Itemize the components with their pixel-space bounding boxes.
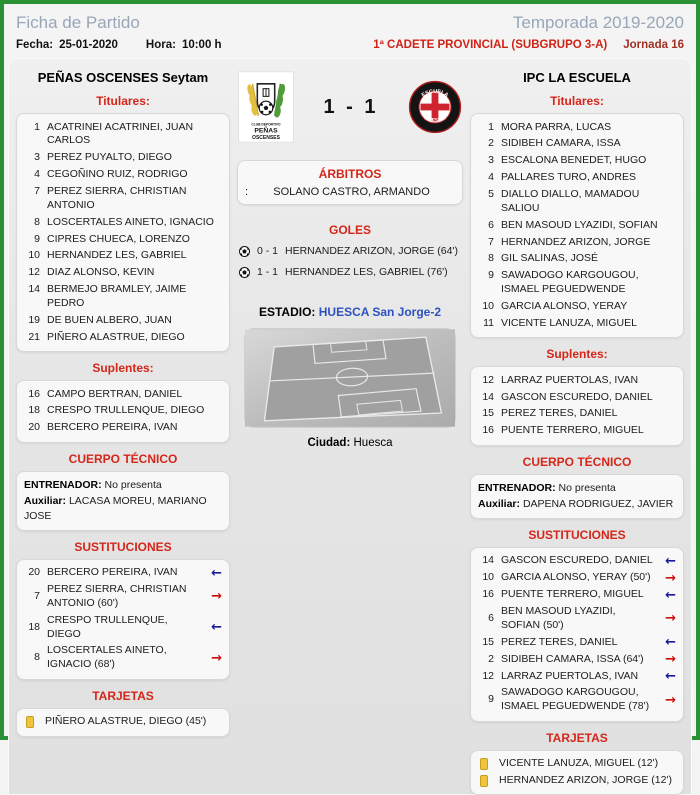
player-name: CIPRES CHUECA, LORENZO xyxy=(47,232,190,245)
player-row xyxy=(24,386,222,403)
home-titulares-box xyxy=(16,113,230,352)
player-number: 8 xyxy=(34,215,40,228)
substitution-row xyxy=(478,587,676,604)
stadium-field-image xyxy=(244,328,456,428)
home-cuerpo-tecnico-box xyxy=(16,471,230,531)
player-name: VICENTE LANUZA, MIGUEL (12') xyxy=(499,757,659,770)
substitution-row xyxy=(24,612,222,643)
player-number: 6 xyxy=(488,218,494,231)
player-name: PIÑERO ALASTRUE, DIEGO xyxy=(47,330,185,343)
away-team-name: IPC LA ESCUELA xyxy=(523,70,631,85)
svg-text:HUESCA: HUESCA xyxy=(423,115,447,125)
player-number: 3 xyxy=(488,154,494,167)
player-number: 14 xyxy=(482,390,494,403)
home-sustituciones-label: SUSTITUCIONES xyxy=(74,539,172,554)
substitution-row xyxy=(478,553,676,570)
player-row xyxy=(24,420,222,437)
player-number: 10 xyxy=(482,571,494,584)
player-number: 14 xyxy=(28,283,40,296)
card-row xyxy=(478,756,676,773)
estadio-line xyxy=(237,305,463,319)
player-number: 6 xyxy=(488,611,494,624)
competition-info xyxy=(373,39,684,51)
player-number: 15 xyxy=(482,407,494,420)
player-number: 18 xyxy=(28,404,40,417)
sub-out-arrow-icon: → xyxy=(665,652,676,668)
player-number: 3 xyxy=(34,151,40,164)
sub-out-arrow-icon: → xyxy=(665,611,676,627)
player-number: 15 xyxy=(482,635,494,648)
player-row xyxy=(478,234,676,251)
player-number: 11 xyxy=(483,316,494,329)
player-number: 2 xyxy=(488,652,494,665)
goal-scorer: HERNANDEZ ARIZON, JORGE (64') xyxy=(285,244,458,257)
player-row xyxy=(478,170,676,187)
svg-text:OSCENSES: OSCENSES xyxy=(252,134,280,141)
player-row xyxy=(24,312,222,329)
player-row xyxy=(478,268,676,299)
player-name: DE BUEN ALBERO, JUAN xyxy=(47,313,172,326)
center-column xyxy=(237,66,463,795)
auxiliar-label: Auxiliar: xyxy=(24,495,67,508)
goles-label: GOLES xyxy=(328,223,371,237)
player-name: GARCIA ALONSO, YERAY xyxy=(501,299,628,312)
yellow-card-icon xyxy=(26,716,34,728)
away-sustituciones-box xyxy=(470,547,684,722)
home-suplentes-label: Suplentes: xyxy=(92,361,154,376)
home-titulares-label: Titulares: xyxy=(96,94,150,108)
player-row xyxy=(24,282,222,313)
player-number: 12 xyxy=(482,373,494,386)
player-number: 7 xyxy=(488,235,494,248)
referee-prefix: : xyxy=(245,186,249,198)
player-name: PEREZ TERES, DANIEL xyxy=(501,635,618,648)
player-name: ACATRINEI ACATRINEI, JUAN CARLOS xyxy=(47,120,194,147)
substitution-row xyxy=(478,634,676,651)
player-number: 21 xyxy=(28,330,40,343)
page-title: Ficha de Partido xyxy=(16,13,140,32)
player-name: GIL SALINAS, JOSÉ xyxy=(501,252,599,265)
competition-name: 1ª CADETE PROVINCIAL (SUBGRUPO 3-A) xyxy=(373,39,608,51)
away-crest xyxy=(408,80,462,134)
substitution-row xyxy=(478,685,676,716)
score-row xyxy=(237,71,463,143)
goal-scorer: HERNANDEZ LES, GABRIEL (76') xyxy=(285,266,448,279)
player-name: CEGOÑINO RUIZ, RODRIGO xyxy=(47,168,188,181)
referee-line xyxy=(245,186,455,198)
player-number: 1 xyxy=(34,120,40,133)
player-number: 20 xyxy=(28,421,40,434)
player-number: 20 xyxy=(28,566,40,579)
away-cuerpo-tecnico-label: CUERPO TÉCNICO xyxy=(522,454,632,469)
ciudad-label: Ciudad: xyxy=(307,436,351,449)
home-tarjetas-label: TARJETAS xyxy=(92,688,154,703)
away-suplentes-box xyxy=(470,366,684,445)
player-name: PEREZ TERES, DANIEL xyxy=(501,407,618,420)
player-number: 7 xyxy=(34,184,40,197)
sub-out-arrow-icon: → xyxy=(211,650,222,666)
player-number: 4 xyxy=(34,168,40,181)
assistant-line xyxy=(24,493,222,524)
away-titulares-box xyxy=(470,113,684,338)
assistant-line xyxy=(478,496,676,513)
player-name: HERNANDEZ LES, GABRIEL xyxy=(47,249,187,262)
player-name: SIDIBEH CAMARA, ISSA (64') xyxy=(501,652,644,665)
arbitros-label: ÁRBITROS xyxy=(318,167,382,181)
away-tarjetas-label: TARJETAS xyxy=(546,730,608,745)
home-suplentes-box xyxy=(16,380,230,443)
fecha-label: Fecha: xyxy=(16,39,54,51)
away-cuerpo-tecnico-box xyxy=(470,474,684,519)
player-number: 1 xyxy=(488,120,494,133)
ball-icon xyxy=(239,246,250,262)
player-number: 10 xyxy=(482,299,494,312)
ciudad-value: Huesca xyxy=(353,436,393,449)
home-sustituciones-box xyxy=(16,559,230,680)
player-row xyxy=(478,372,676,389)
substitution-row xyxy=(478,604,676,635)
player-row xyxy=(478,217,676,234)
substitution-row xyxy=(478,651,676,668)
player-number: 2 xyxy=(488,137,494,150)
player-name: LARRAZ PUERTOLAS, IVAN xyxy=(501,669,639,682)
estadio-link[interactable]: HUESCA San Jorge-2 xyxy=(318,304,442,319)
away-suplentes-label: Suplentes: xyxy=(546,347,608,362)
sub-in-arrow-icon: ← xyxy=(665,553,676,569)
player-row xyxy=(478,406,676,423)
jornada-label: Jornada 16 xyxy=(623,39,684,51)
away-team-column xyxy=(470,66,684,795)
player-name: CRESPO TRULLENQUE, DIEGO xyxy=(47,404,205,417)
coach-line xyxy=(24,477,222,494)
player-row xyxy=(478,389,676,406)
hora-label: Hora: xyxy=(145,39,176,51)
substitution-row xyxy=(24,582,222,613)
entrenador-label: ENTRENADOR: xyxy=(478,481,556,494)
sub-out-arrow-icon: → xyxy=(665,692,676,708)
goal-row xyxy=(239,264,461,286)
player-number: 9 xyxy=(34,232,40,245)
player-row xyxy=(24,183,222,214)
player-row xyxy=(24,265,222,282)
substitution-row xyxy=(478,668,676,685)
home-team-name: PEÑAS OSCENSES Seytam xyxy=(37,70,209,85)
player-name: HERNANDEZ ARIZON, JORGE (12') xyxy=(499,773,672,786)
player-number: 16 xyxy=(28,387,40,400)
sub-in-arrow-icon: ← xyxy=(665,635,676,651)
player-name: MORA PARRA, LUCAS xyxy=(501,120,612,133)
player-name: CAMPO BERTRAN, DANIEL xyxy=(47,387,183,400)
player-number: 5 xyxy=(488,187,494,200)
svg-text:PEÑAS: PEÑAS xyxy=(254,127,278,135)
sub-in-arrow-icon: ← xyxy=(665,668,676,684)
player-name: BEN MASOUD LYAZIDI, SOFIAN xyxy=(501,218,658,231)
season-label: Temporada 2019-2020 xyxy=(512,13,684,32)
player-row xyxy=(478,251,676,268)
player-row xyxy=(24,150,222,167)
auxiliar-value: DAPENA RODRIGUEZ, JAVIER xyxy=(522,498,674,511)
player-name: GASCON ESCUREDO, DANIEL xyxy=(501,390,653,403)
player-name: LOSCERTALES AINETO, IGNACIO xyxy=(47,215,214,228)
player-row xyxy=(478,153,676,170)
player-name: DIAZ ALONSO, KEVIN xyxy=(47,266,155,279)
player-number: 14 xyxy=(482,554,494,567)
player-name: VICENTE LANUZA, MIGUEL xyxy=(501,316,637,329)
date-time xyxy=(16,39,228,51)
player-number: 8 xyxy=(34,651,40,664)
yellow-card-icon xyxy=(480,775,488,787)
player-name: CRESPO TRULLENQUE, DIEGO xyxy=(47,613,168,640)
player-number: 16 xyxy=(482,424,494,437)
player-name: SAWADOGO KARGOUGOU, ISMAEL PEGUEDWENDE xyxy=(501,269,639,296)
player-row xyxy=(24,329,222,346)
away-sustituciones-label: SUSTITUCIONES xyxy=(528,527,626,542)
player-row xyxy=(24,231,222,248)
svg-text:ESCUELA: ESCUELA xyxy=(420,88,450,99)
goal-list xyxy=(239,242,461,286)
player-row xyxy=(24,214,222,231)
player-name: PEREZ PUYALTO, DIEGO xyxy=(47,151,172,164)
sub-in-arrow-icon: ← xyxy=(665,587,676,603)
player-name: HERNANDEZ ARIZON, JORGE xyxy=(501,235,651,248)
goal-score: 0 - 1 xyxy=(257,244,279,257)
page-header xyxy=(4,4,696,36)
substitution-row xyxy=(24,643,222,674)
player-name: LARRAZ PUERTOLAS, IVAN xyxy=(501,373,639,386)
player-name: BEN MASOUD LYAZIDI, SOFIAN (50') xyxy=(501,605,616,631)
match-report-panel xyxy=(8,58,692,795)
auxiliar-value: LACASA MOREU, MARIANO JOSE xyxy=(24,495,207,522)
goal-row xyxy=(239,242,461,264)
player-name: BERCERO PEREIRA, IVAN xyxy=(47,421,178,434)
player-name: GASCON ESCUREDO, DANIEL xyxy=(501,554,653,567)
substitution-row xyxy=(478,570,676,587)
home-cuerpo-tecnico-label: CUERPO TÉCNICO xyxy=(68,451,178,466)
player-name: PUENTE TERRERO, MIGUEL xyxy=(501,588,644,601)
home-crest xyxy=(238,71,294,143)
player-row xyxy=(24,119,222,150)
player-number: 10 xyxy=(28,249,40,262)
card-row xyxy=(478,772,676,789)
yellow-card-icon xyxy=(480,758,488,770)
coach-line xyxy=(478,480,676,497)
player-number: 8 xyxy=(488,252,494,265)
player-row xyxy=(478,423,676,440)
ciudad-line xyxy=(237,437,463,449)
auxiliar-label: Auxiliar: xyxy=(478,498,521,511)
player-name: PALLARES TURO, ANDRES xyxy=(501,171,636,184)
player-number: 16 xyxy=(482,588,494,601)
goal-score: 1 - 1 xyxy=(257,266,279,279)
player-row xyxy=(478,186,676,217)
player-row xyxy=(24,167,222,184)
ball-icon xyxy=(239,267,250,283)
away-tarjetas-box xyxy=(470,750,684,795)
match-info-bar xyxy=(4,36,696,58)
entrenador-label: ENTRENADOR: xyxy=(24,478,102,491)
player-row xyxy=(478,298,676,315)
player-name: PIÑERO ALASTRUE, DIEGO (45') xyxy=(45,715,207,728)
player-name: BERCERO PEREIRA, IVAN xyxy=(47,566,178,579)
player-name: PEREZ SIERRA, CHRISTIAN ANTONIO xyxy=(47,184,187,211)
player-number: 9 xyxy=(488,269,494,282)
match-score: 1 - 1 xyxy=(323,95,379,118)
away-titulares-label: Titulares: xyxy=(550,94,604,108)
player-number: 19 xyxy=(28,313,40,326)
player-name: ESCALONA BENEDET, HUGO xyxy=(501,154,647,167)
player-name: SAWADOGO KARGOUGOU, ISMAEL PEGUEDWENDE (78') xyxy=(501,686,650,713)
player-row xyxy=(478,315,676,332)
player-number: 9 xyxy=(488,693,494,706)
player-number: 18 xyxy=(28,620,40,633)
player-row xyxy=(478,136,676,153)
home-tarjetas-box xyxy=(16,708,230,737)
svg-text:CLUB DEPORTIVO: CLUB DEPORTIVO xyxy=(251,122,281,127)
player-name: PUENTE TERRERO, MIGUEL xyxy=(501,424,644,437)
player-name: PEREZ SIERRA, CHRISTIAN ANTONIO (60') xyxy=(47,583,187,609)
player-number: 12 xyxy=(482,669,494,682)
referee-name: SOLANO CASTRO, ARMANDO xyxy=(273,186,430,198)
arbitros-box xyxy=(237,160,463,205)
hora-value: 10:00 h xyxy=(181,39,222,51)
entrenador-value: No presenta xyxy=(558,481,616,494)
player-number: 12 xyxy=(28,266,40,279)
estadio-label: ESTADIO: xyxy=(258,304,316,319)
sub-in-arrow-icon: ← xyxy=(211,620,222,636)
card-row xyxy=(24,714,222,731)
player-name: GARCIA ALONSO, YERAY (50') xyxy=(501,571,651,584)
player-name: BERMEJO BRAMLEY, JAIME PEDRO xyxy=(47,283,187,309)
player-name: SIDIBEH CAMARA, ISSA xyxy=(501,137,621,150)
entrenador-value: No presenta xyxy=(104,478,162,491)
player-number: 7 xyxy=(34,589,40,602)
player-number: 4 xyxy=(488,171,494,184)
player-row xyxy=(24,248,222,265)
home-team-column xyxy=(16,66,230,795)
player-name: DIALLO DIALLO, MAMADOU SALIOU xyxy=(501,187,640,214)
sub-out-arrow-icon: → xyxy=(211,589,222,605)
substitution-row xyxy=(24,565,222,582)
sub-out-arrow-icon: → xyxy=(665,570,676,586)
player-name: LOSCERTALES AINETO, IGNACIO (68') xyxy=(47,644,167,671)
player-row xyxy=(24,403,222,420)
sub-in-arrow-icon: ← xyxy=(211,565,222,581)
fecha-value: 25-01-2020 xyxy=(59,39,118,51)
player-row xyxy=(478,119,676,136)
